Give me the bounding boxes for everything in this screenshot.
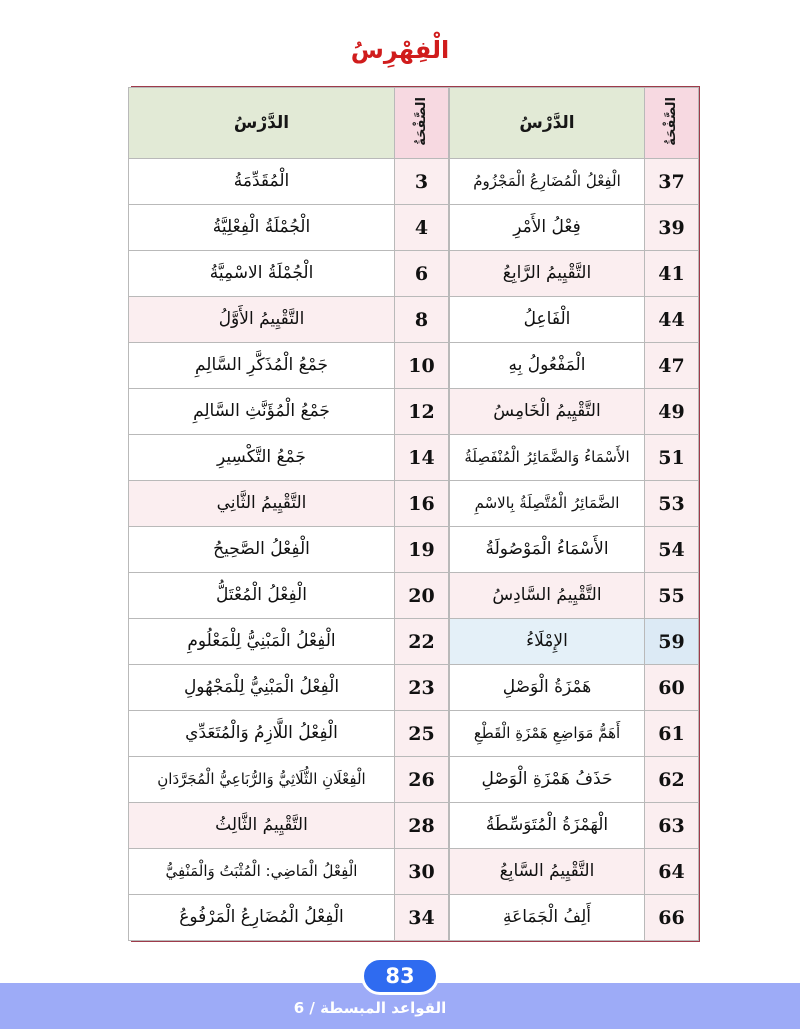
- cell-page-number: 30: [395, 849, 449, 895]
- cell-page-number: 20: [395, 573, 449, 619]
- cell-lesson-title: الأَسْمَاءُ وَالضَّمَائِرُ الْمُنْفَصِلَةُ: [450, 435, 645, 481]
- cell-page-number: 51: [645, 435, 699, 481]
- table-row: [129, 619, 449, 665]
- table-row: [450, 205, 699, 251]
- cell-lesson-title: التَّقْيِيمُ السَّابِعُ: [450, 849, 645, 895]
- toc-table-left: [449, 87, 699, 941]
- cell-lesson-title: الْفِعْلُ الْمُضَارِعُ الْمَجْزُومُ: [450, 159, 645, 205]
- table-row: [129, 757, 449, 803]
- table-row: [450, 389, 699, 435]
- page-number-badge: 83: [361, 957, 439, 995]
- table-row: [450, 527, 699, 573]
- header-page-column: [395, 88, 449, 159]
- cell-page-number: 62: [645, 757, 699, 803]
- cell-lesson-title: جَمْعُ الْمُؤَنَّثِ السَّالِمِ: [129, 389, 395, 435]
- table-row: [450, 159, 699, 205]
- cell-lesson-title: الْفِعْلُ الْمُضَارِعُ الْمَرْفُوعُ: [129, 895, 395, 941]
- toc-table-right: [128, 87, 449, 941]
- cell-lesson-title: الْفِعْلُ الْمَبْنِيُّ لِلْمَعْلُومِ: [129, 619, 395, 665]
- table-row: [129, 297, 449, 343]
- table-row: [450, 849, 699, 895]
- header-page-column: [645, 88, 699, 159]
- cell-lesson-title: أَهَمُّ مَوَاضِعِ هَمْزَةِ الْقَطْعِ: [450, 711, 645, 757]
- cell-page-number: 44: [645, 297, 699, 343]
- cell-lesson-title: التَّقْيِيمُ الثَّانِي: [129, 481, 395, 527]
- cell-lesson-title: الْفِعْلَانِ الثُّلَاثِيُّ وَالرُّبَاعِيُّ الْمُجَرَّدَانِ: [129, 757, 395, 803]
- cell-lesson-title: الْمُقَدِّمَةُ: [129, 159, 395, 205]
- header-page-label: الصَّفْحَةُ: [664, 96, 679, 146]
- table-row: [129, 665, 449, 711]
- cell-page-number: 37: [645, 159, 699, 205]
- table-row: [450, 711, 699, 757]
- table-row: [129, 711, 449, 757]
- table-row: [129, 435, 449, 481]
- cell-page-number: 53: [645, 481, 699, 527]
- cell-page-number: 25: [395, 711, 449, 757]
- cell-lesson-title: فِعْلُ الأَمْرِ: [450, 205, 645, 251]
- cell-page-number: 26: [395, 757, 449, 803]
- table-row: [129, 803, 449, 849]
- table-row: [450, 757, 699, 803]
- cell-lesson-title: التَّقْيِيمُ الْخَامِسُ: [450, 389, 645, 435]
- cell-page-number: 64: [645, 849, 699, 895]
- cell-lesson-title: الأَسْمَاءُ الْمَوْصُولَةُ: [450, 527, 645, 573]
- table-row: [129, 251, 449, 297]
- cell-page-number: 8: [395, 297, 449, 343]
- table-row: [450, 435, 699, 481]
- cell-page-number: 22: [395, 619, 449, 665]
- cell-lesson-title: جَمْعُ التَّكْسِيرِ: [129, 435, 395, 481]
- cell-lesson-title: أَلِفُ الْجَمَاعَةِ: [450, 895, 645, 941]
- cell-lesson-title: الْجُمْلَةُ الاسْمِيَّةُ: [129, 251, 395, 297]
- cell-lesson-title: التَّقْيِيمُ الأَوَّلُ: [129, 297, 395, 343]
- cell-lesson-title: الْهَمْزَةُ الْمُتَوَسِّطَةُ: [450, 803, 645, 849]
- cell-page-number: 60: [645, 665, 699, 711]
- page-title: الْفِهْرِسُ: [350, 36, 450, 64]
- cell-lesson-title: الْمَفْعُولُ بِهِ: [450, 343, 645, 389]
- cell-page-number: 19: [395, 527, 449, 573]
- toc-right-body: [129, 159, 449, 941]
- table-row: [129, 527, 449, 573]
- cell-lesson-title: جَمْعُ الْمُذَكَّرِ السَّالِمِ: [129, 343, 395, 389]
- cell-page-number: 14: [395, 435, 449, 481]
- cell-lesson-title: التَّقْيِيمُ الثَّالِثُ: [129, 803, 395, 849]
- toc-left-body: [450, 159, 699, 941]
- header-page-label: الصَّفْحَةُ: [414, 96, 429, 146]
- cell-page-number: 61: [645, 711, 699, 757]
- table-row: [450, 619, 699, 665]
- cell-page-number: 28: [395, 803, 449, 849]
- cell-lesson-title: الْفَاعِلُ: [450, 297, 645, 343]
- cell-page-number: 34: [395, 895, 449, 941]
- cell-page-number: 49: [645, 389, 699, 435]
- table-row: [450, 481, 699, 527]
- table-row: [450, 573, 699, 619]
- header-lesson-column: الدَّرْسُ: [129, 88, 395, 159]
- cell-page-number: 66: [645, 895, 699, 941]
- cell-page-number: 16: [395, 481, 449, 527]
- table-row: [129, 343, 449, 389]
- table-row: [450, 803, 699, 849]
- cell-lesson-title: الْفِعْلُ الْمَبْنِيُّ لِلْمَجْهُولِ: [129, 665, 395, 711]
- table-row: [450, 297, 699, 343]
- cell-page-number: 54: [645, 527, 699, 573]
- table-of-contents: [131, 86, 700, 942]
- table-row: [129, 481, 449, 527]
- table-row: [129, 849, 449, 895]
- cell-lesson-title: الْجُمْلَةُ الْفِعْلِيَّةُ: [129, 205, 395, 251]
- table-header-row: [450, 88, 699, 159]
- table-row: [129, 205, 449, 251]
- table-row: [129, 573, 449, 619]
- table-header-row: [129, 88, 449, 159]
- cell-page-number: 47: [645, 343, 699, 389]
- cell-page-number: 6: [395, 251, 449, 297]
- table-row: [129, 895, 449, 941]
- cell-page-number: 55: [645, 573, 699, 619]
- cell-lesson-title: التَّقْيِيمُ الرَّابِعُ: [450, 251, 645, 297]
- table-row: [450, 251, 699, 297]
- footer-book-title: القواعد المبسطة / 6: [293, 999, 447, 1017]
- cell-page-number: 4: [395, 205, 449, 251]
- table-row: [129, 389, 449, 435]
- cell-page-number: 63: [645, 803, 699, 849]
- table-row: [450, 895, 699, 941]
- cell-lesson-title: الْفِعْلُ الْمَاضِي: الْمُثْبَتُ وَالْمَنْفِيُّ: [129, 849, 395, 895]
- cell-lesson-title: الْفِعْلُ الصَّحِيحُ: [129, 527, 395, 573]
- cell-lesson-title: الضَّمَائِرُ الْمُتَّصِلَةُ بِالاسْمِ: [450, 481, 645, 527]
- cell-page-number: 39: [645, 205, 699, 251]
- cell-lesson-title: حَذَفُ هَمْزَةِ الْوَصْلِ: [450, 757, 645, 803]
- cell-page-number: 3: [395, 159, 449, 205]
- cell-lesson-title: هَمْزَةُ الْوَصْلِ: [450, 665, 645, 711]
- cell-lesson-title: التَّقْيِيمُ السَّادِسُ: [450, 573, 645, 619]
- table-row: [450, 665, 699, 711]
- cell-lesson-title: الْفِعْلُ الْمُعْتَلُّ: [129, 573, 395, 619]
- cell-page-number: 23: [395, 665, 449, 711]
- table-row: [129, 159, 449, 205]
- cell-page-number: 59: [645, 619, 699, 665]
- table-row: [450, 343, 699, 389]
- cell-page-number: 12: [395, 389, 449, 435]
- cell-lesson-title: الإِمْلَاءُ: [450, 619, 645, 665]
- header-lesson-column: الدَّرْسُ: [450, 88, 645, 159]
- cell-page-number: 10: [395, 343, 449, 389]
- cell-page-number: 41: [645, 251, 699, 297]
- cell-lesson-title: الْفِعْلُ اللَّازِمُ وَالْمُتَعَدِّي: [129, 711, 395, 757]
